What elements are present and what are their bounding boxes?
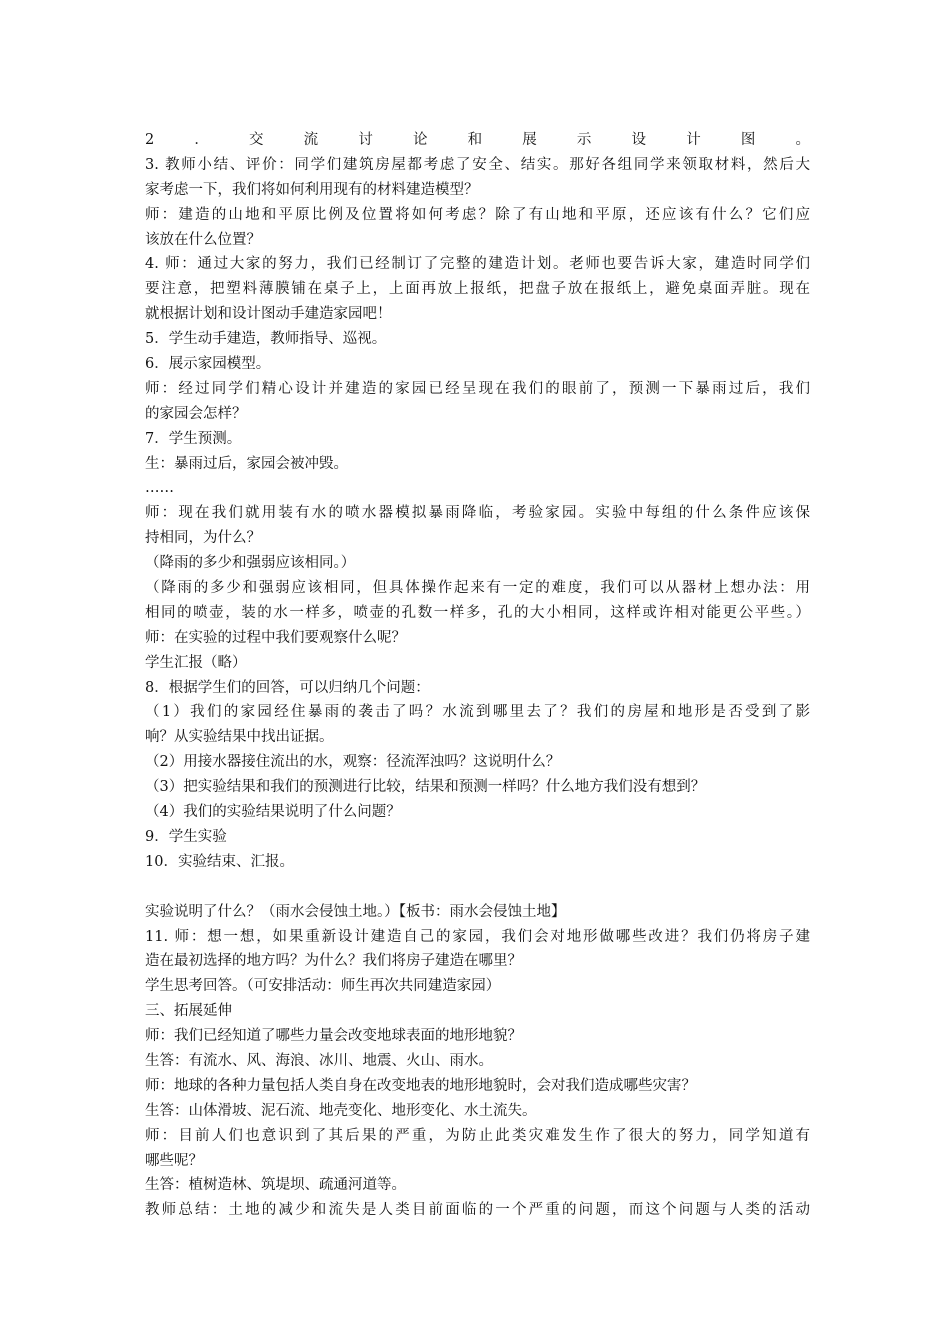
paragraph-line: 9．学生实验: [145, 828, 227, 845]
paragraph-line: （降雨的多少和强弱应该相同，但具体操作起来有一定的难度，我们可以从器材上想办法：用: [145, 580, 810, 597]
paragraph-line: 家考虑一下，我们将如何利用现有的材料建造模型？: [145, 181, 479, 198]
paragraph-line: 相同的喷壶，装的水一样多，喷壶的孔数一样多，孔的大小相同，这样或许相对能更公平些。）: [145, 604, 810, 621]
paragraph-line: 4. 师：通过大家的努力，我们已经制订了完整的建造计划。老师也要告诉大家，建造时同学们: [145, 256, 810, 273]
paragraph-line: （2）用接水器接住流出的水，观察：径流浑浊吗？这说明什么？: [145, 754, 561, 771]
paragraph-line: 要注意，把塑料薄膜铺在桌子上，上面再放上报纸，把盘子放在报纸上，避免桌面弄脏。现在: [145, 281, 810, 298]
document-page: [145, 128, 810, 1223]
paragraph-line: （3）把实验结果和我们的预测进行比较，结果和预测一样吗？什么地方我们没有想到？: [145, 779, 706, 796]
paragraph-line: 生答：有流水、风、海浪、冰川、地震、火山、雨水。: [145, 1052, 493, 1069]
section-heading: 三、拓展延伸: [145, 1003, 232, 1020]
paragraph-line: 师：在实验的过程中我们要观察什么呢？: [145, 629, 406, 646]
paragraph-line: 5．学生动手建造，教师指导、巡视。: [145, 331, 387, 348]
paragraph-line: 师：地球的各种力量包括人类自身在改变地表的地形地貌时，会对我们造成哪些灾害？: [145, 1077, 696, 1094]
paragraph-line: 11. 师：想一想，如果重新设计建造自己的家园，我们会对地形做哪些改进？我们仍将房子建: [145, 928, 810, 945]
paragraph-line: 师：我们已经知道了哪些力量会改变地球表面的地形地貌？: [145, 1028, 522, 1045]
paragraph-line: 生：暴雨过后，家园会被冲毁。: [145, 455, 348, 472]
blank-line: [145, 875, 810, 900]
paragraph-line: 师：现在我们就用装有水的喷水器模拟暴雨降临，考验家园。实验中每组的什么条件应该保: [145, 505, 810, 522]
paragraph-line: 该放在什么位置？: [145, 231, 261, 248]
paragraph-line: 哪些呢？: [145, 1152, 203, 1169]
paragraph-line: （4）我们的实验结果说明了什么问题？: [145, 804, 401, 821]
paragraph-line: 师：目前人们也意识到了其后果的严重，为防止此类灾难发生作了很大的努力，同学知道有: [145, 1127, 810, 1144]
paragraph-line: 响？从实验结果中找出证据。: [145, 729, 334, 746]
paragraph-line: 教师总结：土地的减少和流失是人类目前面临的一个严重的问题，而这个问题与人类的活动: [145, 1202, 810, 1219]
paragraph-line: 10．实验结束、汇报。: [145, 853, 294, 870]
paragraph-line: 造在最初选择的地方吗？为什么？我们将房子建造在哪里？: [145, 953, 522, 970]
paragraph-line: 8．根据学生们的回答，可以归纳几个问题：: [145, 679, 430, 696]
paragraph-line: 生答：植树造林、筑堤坝、疏通河道等。: [145, 1177, 406, 1194]
paragraph-line: 的家园会怎样？: [145, 405, 247, 422]
paragraph-line: 师：建造的山地和平原比例及位置将如何考虑？除了有山地和平原，还应该有什么？它们应: [145, 206, 810, 223]
paragraph-line: 学生汇报（略）: [145, 654, 247, 671]
paragraph-line: 7．学生预测。: [145, 430, 242, 447]
paragraph-line: ……: [145, 480, 174, 497]
paragraph-line: 持相同，为什么？: [145, 530, 261, 547]
paragraph-line: 6．展示家园模型。: [145, 356, 271, 373]
paragraph-line: 师：经过同学们精心设计并建造的家园已经呈现在我们的眼前了，预测一下暴雨过后，我们: [145, 380, 810, 397]
paragraph-line: 学生思考回答。（可安排活动：师生再次共同建造家园）: [145, 978, 501, 995]
paragraph-line: （降雨的多少和强弱应该相同。）: [145, 555, 356, 572]
paragraph-line: （1）我们的家园经住暴雨的袭击了吗？水流到哪里去了？我们的房屋和地形是否受到了影: [145, 704, 810, 721]
paragraph-line: 2．交流讨论和展示设计图。: [145, 132, 810, 148]
paragraph-line: 实验说明了什么？（雨水会侵蚀土地。）【板书：雨水会侵蚀土地】: [145, 903, 566, 920]
paragraph-line: 就根据计划和设计图动手建造家园吧！: [145, 306, 392, 323]
paragraph-line: 生答：山体滑坡、泥石流、地壳变化、地形变化、水土流失。: [145, 1102, 537, 1119]
paragraph-line: 3. 教师小结、评价：同学们建筑房屋都考虑了安全、结实。那好各组同学来领取材料，然后大: [145, 156, 810, 173]
